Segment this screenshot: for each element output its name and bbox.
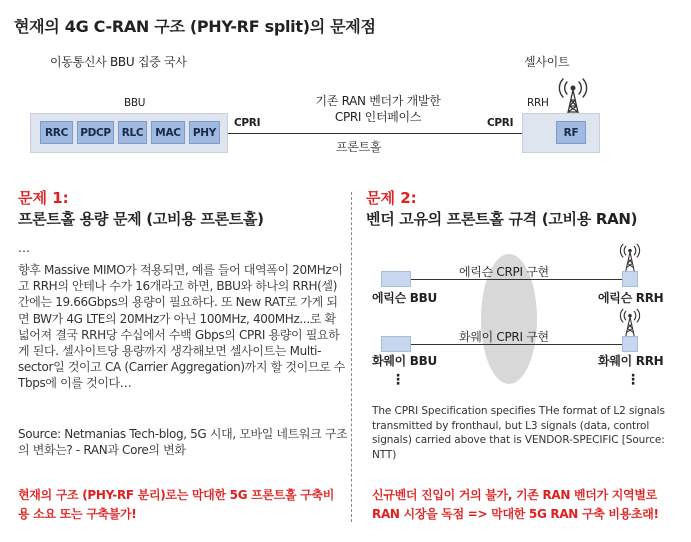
- problem1-heading: 문제 1:: [18, 189, 69, 207]
- bbu-site-label: 이동통신사 BBU 집중 국사: [50, 55, 187, 69]
- ericsson-rrh-node: [622, 271, 638, 287]
- problem1-source: Source: Netmanias Tech-blog, 5G 시대, 모바일 네트워크 구조의 변화는? - RAN과 Core의 변화: [18, 427, 348, 458]
- cell-tower-icon: [618, 306, 642, 338]
- huawei-impl-label: 화웨이 CPRI 구현: [459, 330, 549, 344]
- chip-rf: RF: [556, 121, 586, 144]
- chip-pdcp: PDCP: [77, 121, 114, 144]
- bbu-label: BBU: [124, 97, 146, 109]
- ericsson-bbu-label: 에릭슨 BBU: [372, 291, 437, 305]
- huawei-rrh-label: 화웨이 RRH: [598, 354, 664, 368]
- cell-site-label: 셀사이트: [524, 55, 570, 69]
- chip-rrc: RRC: [40, 121, 73, 144]
- huawei-bbu-node: [381, 336, 411, 352]
- problem2-conclusion: 신규벤더 진입이 거의 불가, 기존 RAN 벤더가 지역별로 RAN 시장을 독점 => 막대한 5G RAN 구축 비용초래!: [372, 488, 659, 521]
- vendor-note-line1: 기존 RAN 벤더가 개발한: [315, 94, 441, 108]
- cpri-right-label: CPRI: [487, 117, 514, 129]
- column-divider: [351, 192, 352, 522]
- cpri-left-label: CPRI: [234, 117, 261, 129]
- problem2-heading: 문제 2:: [366, 189, 417, 207]
- more-vendors-dots-right: ⋮: [626, 372, 640, 388]
- cell-tower-icon: [556, 76, 590, 118]
- huawei-rrh-node: [622, 336, 638, 352]
- cell-tower-icon: [618, 241, 642, 273]
- fronthaul-line: [228, 133, 522, 134]
- rrh-label: RRH: [527, 97, 549, 109]
- vendor-note-line2: CPRI 인터페이스: [334, 110, 422, 124]
- problem1-ellipsis: …: [18, 241, 30, 255]
- chip-mac: MAC: [151, 121, 185, 144]
- problem1-body: 향후 Massive MIMO가 적용되면, 예를 들어 대역폭이 20MHz이고 RRH의 안테나 수가 16개라고 하면, BBU와 하나의 RRH(셀)간에는 19.66Gbps의 용량이 필요하다. 또 New RAT로 가게 되면 BW가 4G LTE의 20MHz가 아닌 100MHz, 400MHz...로 확 넓어져 결국 RRH당 수십에서 수백 Gbps의 CPRI 용량이 필요하게 된다. 셀사이트당 용량까지 생각해보면 셀사이트는 Multi-sector일 것이고 CA (Carrier Aggregation)까지 할 것이므로 수 Tbps에 이를 것이다…: [18, 263, 346, 391]
- problem1-subheading: 프론트홀 용량 문제 (고비용 프론트홀): [18, 210, 264, 228]
- chip-phy: PHY: [189, 121, 220, 144]
- ericsson-impl-label: 에릭슨 CRPI 구현: [459, 265, 549, 279]
- problem1-conclusion: 현재의 구조 (PHY-RF 분리)로는 막대한 5G 프론트홀 구축비용 소요 또는 구축불가!: [18, 488, 335, 521]
- ericsson-bbu-node: [381, 271, 411, 287]
- page-title: 현재의 4G C-RAN 구조 (PHY-RF split)의 문제점: [14, 17, 376, 36]
- cpri-spec-note: The CPRI Specification specifies THe format of L2 signals transmitted by fronthaul, but L3 signals (data, control signals) carried above that is VENDOR-SPECIFIC [Source: NTT): [372, 405, 665, 461]
- more-vendors-dots-left: ⋮: [391, 372, 405, 388]
- huawei-bbu-label: 화웨이 BBU: [372, 354, 437, 368]
- chip-rlc: RLC: [118, 121, 147, 144]
- ericsson-link-line: [411, 279, 622, 280]
- ericsson-rrh-label: 에릭슨 RRH: [598, 291, 664, 305]
- fronthaul-label: 프론트홀: [336, 140, 382, 154]
- huawei-link-line: [411, 344, 622, 345]
- problem2-subheading: 벤더 고유의 프론트홀 규격 (고비용 RAN): [366, 210, 638, 228]
